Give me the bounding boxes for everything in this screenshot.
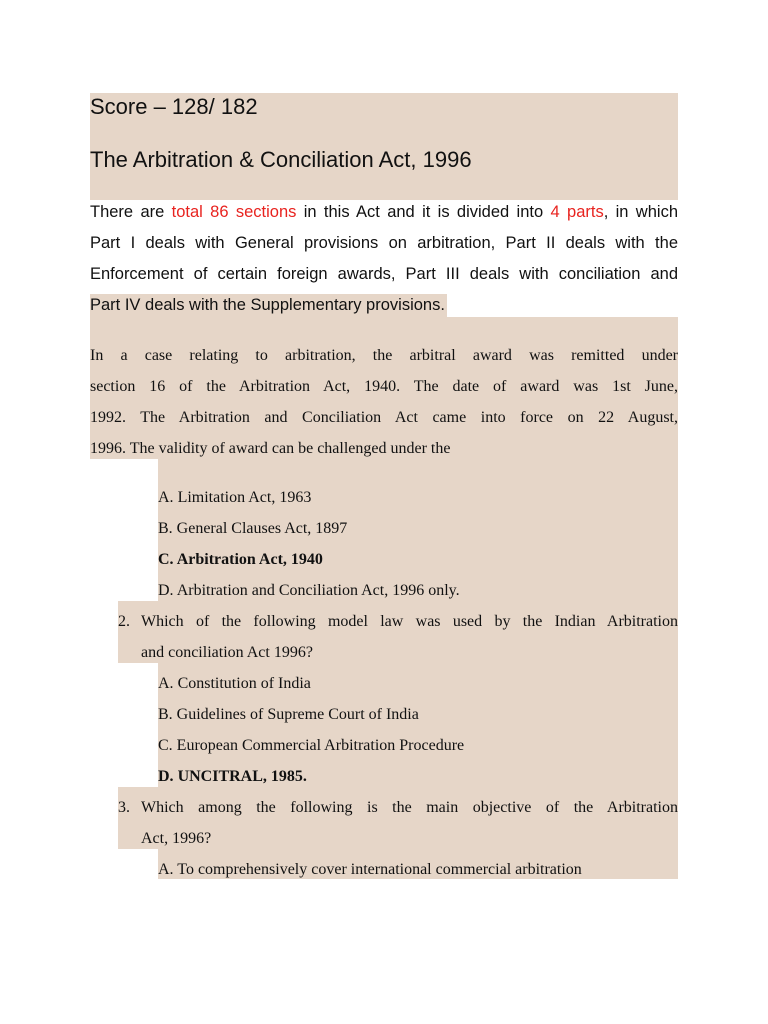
q1-option-a [158,487,311,508]
q2-line-1: Which of the following model law was used by the Indian Arbitration [141,613,678,630]
option-text: General Clauses Act, 1897 [176,520,348,537]
option-text: UNCITRAL, 1985. [177,768,307,785]
option-letter: D. [158,582,174,599]
q2-option-d-answer [158,766,307,787]
intro-mid: in this Act and it is divided into [296,203,551,221]
score-line: Score – 128/ 182 [90,94,258,119]
option-text: Limitation Act, 1963 [177,489,312,506]
intro-sections-highlight: total 86 sections [171,203,297,221]
option-letter: A. [158,675,174,692]
option-letter: A. [158,489,174,506]
intro-line-3: Enforcement of certain foreign awards, Part III deals with conciliation and [90,265,678,283]
intro-line-4: Part IV deals with the Supplementary provisions. [90,294,447,317]
option-letter: B. [158,520,173,537]
option-letter: D. [158,768,174,785]
act-title: The Arbitration & Conciliation Act, 1996 [90,147,472,172]
intro-line-2: Part I deals with General provisions on arbitration, Part II deals with the [90,234,678,252]
option-letter: C. [158,551,174,568]
q1-option-b [158,518,347,539]
option-letter: B. [158,706,173,723]
q3-option-a [158,859,582,880]
intro-post: , in which [603,203,678,221]
option-text: Guidelines of Supreme Court of India [176,706,419,723]
q1-line-4: 1996. The validity of award can be challenged under the [90,440,451,457]
q2-line-2: and conciliation Act 1996? [141,644,313,661]
option-letter: C. [158,737,173,754]
q2-number: 2. [118,613,130,630]
q3-number: 3. [118,799,130,816]
option-text: Arbitration and Conciliation Act, 1996 only. [176,582,460,599]
q1-option-d [158,580,460,601]
q3-line-2: Act, 1996? [141,830,212,847]
intro-parts-highlight: 4 parts [550,203,604,221]
q1-line-1: In a case relating to arbitration, the arbitral award was remitted under [90,347,678,364]
q1-line-3: 1992. The Arbitration and Conciliation Act came into force on 22 August, [90,409,678,426]
intro-line-1 [90,202,678,223]
q2-option-b [158,704,419,725]
option-text: Arbitration Act, 1940 [176,551,323,568]
q3-line-1: Which among the following is the main objective of the Arbitration [141,799,678,816]
q2-option-a [158,673,311,694]
option-letter: A. [158,861,174,878]
q1-option-c-answer [158,549,323,570]
intro-pre: There are [90,203,172,221]
option-text: European Commercial Arbitration Procedure [176,737,465,754]
q2-option-c [158,735,464,756]
option-text: Constitution of India [177,675,311,692]
option-text: To comprehensively cover international commercial arbitration [177,861,582,878]
q1-line-2: section 16 of the Arbitration Act, 1940. The date of award was 1st June, [90,378,678,395]
